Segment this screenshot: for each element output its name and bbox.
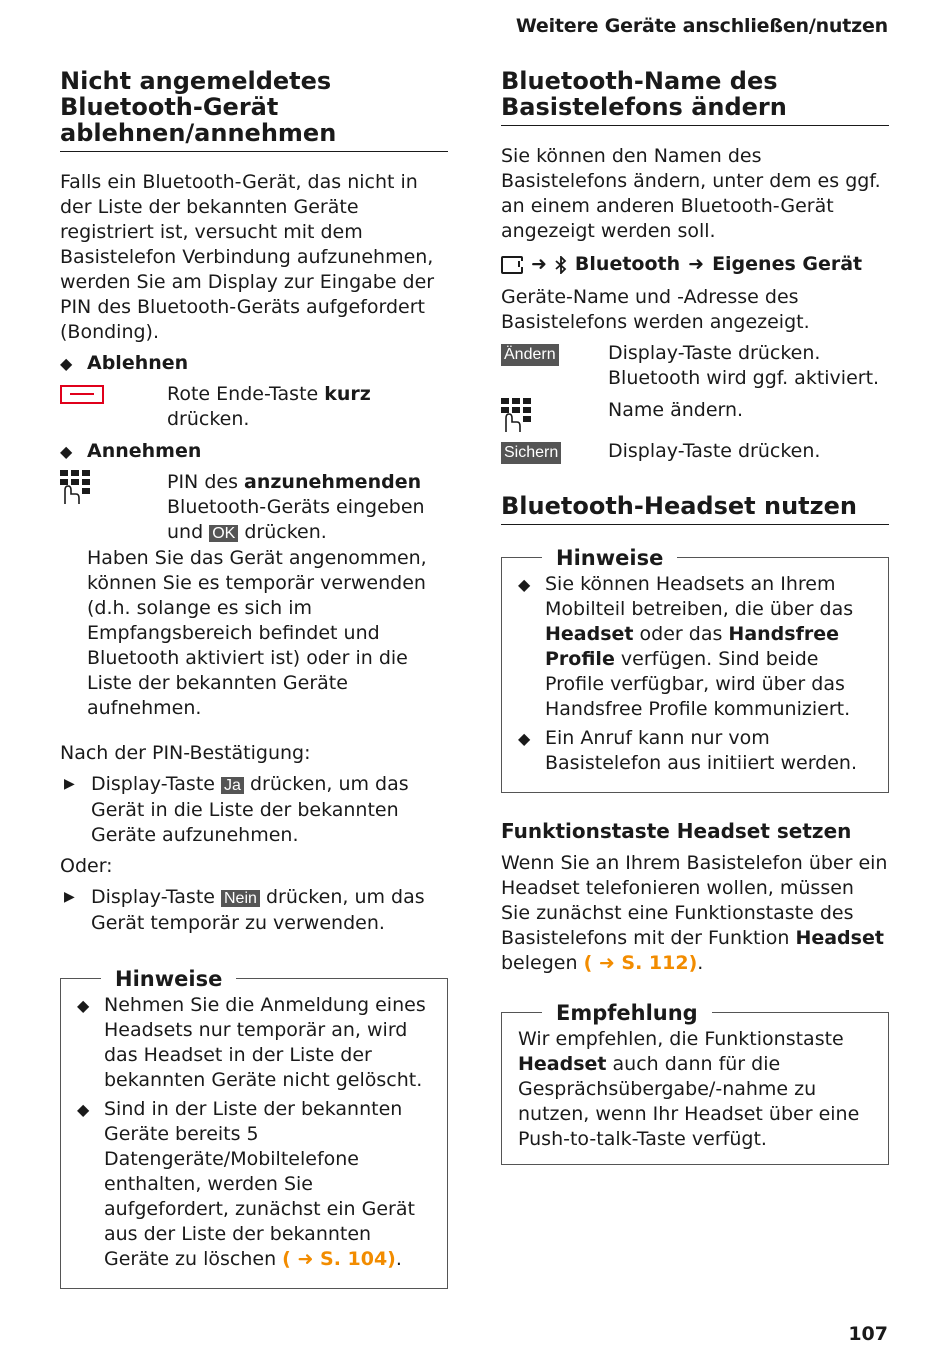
step-ja: ▶ Display-Taste Ja drücken, um das Gerät in die Liste der bekannten Geräte aufzunehmen. — [60, 772, 448, 848]
step-nein: ▶ Display-Taste Nein drücken, um das Gerät temporär zu verwenden. — [60, 885, 448, 936]
diamond-bullet-icon: ◆ — [77, 996, 90, 1015]
left-column — [60, 68, 448, 1289]
keypad-icon — [60, 470, 94, 504]
recommendation-title: Empfehlung — [542, 1001, 712, 1025]
shown-text: Geräte-Name und -Adresse des Basistelefons werden angezeigt. — [501, 286, 810, 333]
keypad-icon — [501, 398, 535, 432]
triangle-bullet-icon: ▶ — [64, 776, 75, 792]
aendern-display-key: Ändern — [501, 344, 559, 366]
intro-paragraph: Falls ein Bluetooth-Gerät, das nicht in der Liste der bekannten Geräte registriert ist, versucht mit dem Basistelefon Verbindung aufzunehmen, werden Sie am Display zur Eingabe der PIN des Bluetooth-Geräts aufgefordert (Bonding). — [60, 171, 435, 343]
diamond-bullet-icon: ◆ — [518, 575, 531, 594]
recommendation-box — [501, 1001, 889, 1165]
note-item: ◆ Ein Anruf kann nur vom Basistelefon aus initiiert werden. — [518, 727, 858, 774]
function-key-paragraph: Wenn Sie an Ihrem Basistelefon über ein Headset telefonieren wollen, müssen Sie zunächst eine Funktionstaste des Basistelefons mit der Funktion Headset belegen ( ➜ S. 112). — [501, 852, 888, 974]
change-step: Ändern Display-Taste drücken. Bluetooth wird ggf. aktiviert. — [501, 341, 889, 391]
reject-step: Rote Ende-Taste kurz drücken. — [60, 382, 448, 432]
menu-key-icon — [501, 256, 523, 274]
arrow-icon: ➜ — [688, 253, 705, 275]
page-reference-link[interactable]: ( ➜ S. 112) — [583, 952, 698, 974]
bluetooth-icon — [555, 256, 567, 274]
section-heading-headset: Bluetooth-Headset nutzen — [501, 493, 889, 525]
sichern-display-key: Sichern — [501, 442, 561, 464]
accept-note: Haben Sie das Gerät angenommen, können Sie es temporär verwenden (d.h. solange es sich im Empfangsbereich befindet und Bluetooth aktiviert ist) oder in die Liste der bekannten Geräte aufnehmen. — [87, 547, 427, 719]
menu-path: ➜ Bluetooth ➜ Eigenes Gerät — [501, 252, 889, 277]
diamond-bullet-icon: ◆ — [60, 442, 73, 461]
diamond-bullet-icon: ◆ — [60, 354, 73, 373]
right-column — [501, 68, 889, 1165]
diamond-bullet-icon: ◆ — [77, 1100, 90, 1119]
bt-name-intro: Sie können den Namen des Basistelefons ändern, unter dem es ggf. an einem anderen Bluetooth-Gerät angezeigt werden soll. — [501, 145, 881, 242]
subheading-function-key: Funktionstaste Headset setzen — [501, 819, 852, 843]
ja-display-key: Ja — [221, 777, 244, 794]
note-item: ◆ Nehmen Sie die Anmeldung eines Headsets nur temporär an, wird das Headset in der Liste der bekannten Geräte nicht gelöscht. — [77, 994, 426, 1091]
accept-step: PIN des anzunehmenden Bluetooth-Geräts eingeben und OK drücken. — [60, 470, 448, 546]
note-item: ◆ Sie können Headsets an Ihrem Mobilteil betreiben, die über das Headset oder das Handsfree Profile verfügen. Sind beide Profile verfügbar, wird über das Handsfree Profile kommuniziert. — [518, 573, 854, 720]
page-reference-link[interactable]: ( ➜ S. 104) — [282, 1248, 396, 1270]
nein-display-key: Nein — [221, 890, 260, 907]
note-item: ◆ Sind in der Liste der bekannten Geräte bereits 5 Datengeräte/Mobiltelefone enthalten, werden Sie aufgefordert, zunächst ein Gerät aus der Liste der bekannten Geräte zu löschen ( ➜ S. 104). — [77, 1098, 415, 1270]
running-header: Weitere Geräte anschließen/nutzen — [515, 15, 888, 37]
option-accept: ◆ Annehmen — [60, 440, 202, 462]
section-heading-reject-accept: Nicht angemeldetes Bluetooth-Gerät ablehnen/annehmen — [60, 68, 448, 152]
diamond-bullet-icon: ◆ — [518, 729, 531, 748]
notes-title: Hinweise — [101, 967, 236, 991]
option-reject: ◆ Ablehnen — [60, 352, 189, 374]
notes-box-right — [501, 546, 889, 793]
red-end-key-icon — [60, 385, 104, 404]
after-pin-text: Nach der PIN-Bestätigung: — [60, 742, 311, 764]
notes-title: Hinweise — [542, 546, 677, 570]
recommendation-text: Wir empfehlen, die Funktionstaste Headset auch dann für die Gesprächsübergabe/-nahme zu nutzen, wenn Ihr Headset über eine Push-to-talk-Taste verfügt. — [518, 1028, 860, 1150]
arrow-icon: ➜ — [531, 253, 547, 275]
notes-box-left — [60, 967, 448, 1289]
triangle-bullet-icon: ▶ — [64, 889, 75, 905]
section-heading-bt-name: Bluetooth-Name des Basistelefons ändern — [501, 68, 889, 126]
ok-display-key: OK — [209, 525, 238, 542]
or-text: Oder: — [60, 855, 113, 877]
page-number: 107 — [848, 1323, 888, 1345]
save-step: Sichern Display-Taste drücken. — [501, 439, 889, 464]
name-change-step: Name ändern. — [501, 398, 889, 439]
